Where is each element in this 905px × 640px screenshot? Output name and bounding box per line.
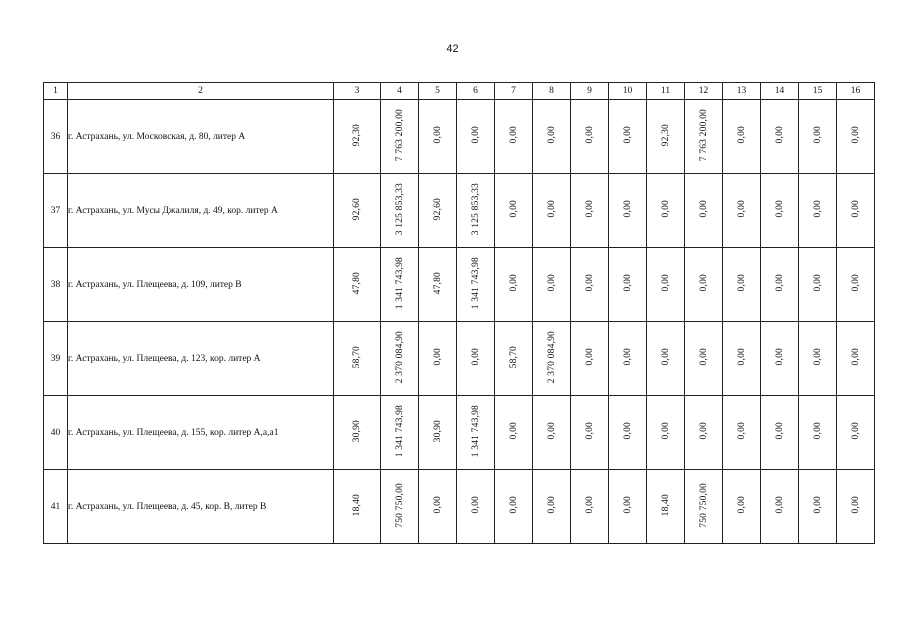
value-text: 1 341 743,98 (394, 404, 405, 458)
value-text: 0,00 (774, 274, 785, 292)
value-text: 0,00 (432, 126, 443, 144)
value-text: 30,90 (432, 419, 443, 443)
value-text: 0,00 (774, 422, 785, 440)
value-text: 2 370 084,90 (546, 330, 557, 384)
value-cell (609, 174, 647, 248)
address-cell: г. Астрахань, ул. Московская, д. 80, литер А (68, 100, 334, 174)
value-cell (685, 174, 723, 248)
value-text: 0,00 (546, 126, 557, 144)
value-text: 0,00 (812, 274, 823, 292)
value-text: 18,40 (660, 493, 671, 517)
row-number: 41 (44, 470, 68, 544)
value-cell (761, 322, 799, 396)
value-cell (837, 470, 875, 544)
value-text: 0,00 (736, 200, 747, 218)
value-text: 0,00 (812, 422, 823, 440)
value-cell (571, 174, 609, 248)
value-text: 3 125 853,33 (470, 182, 481, 236)
value-text: 2 370 084,90 (394, 330, 405, 384)
value-cell (334, 322, 381, 396)
value-text: 0,00 (584, 348, 595, 366)
table-row (44, 100, 875, 174)
value-text: 0,00 (850, 274, 861, 292)
value-cell (571, 470, 609, 544)
value-text: 1 341 743,98 (470, 404, 481, 458)
table-row (44, 322, 875, 396)
value-text: 7 763 200,00 (394, 108, 405, 162)
column-header-13: 13 (723, 83, 761, 100)
table-row (44, 174, 875, 248)
value-text: 0,00 (698, 422, 709, 440)
value-text: 92,30 (352, 123, 362, 147)
value-text: 0,00 (508, 274, 519, 292)
value-cell (723, 248, 761, 322)
value-text: 92,30 (660, 123, 671, 147)
value-cell (419, 396, 457, 470)
value-text: 0,00 (812, 348, 823, 366)
table-row (44, 470, 875, 544)
value-text: 18,40 (352, 493, 362, 517)
value-cell (685, 396, 723, 470)
value-text: 58,70 (352, 345, 362, 369)
value-cell (609, 396, 647, 470)
value-text: 0,00 (622, 200, 633, 218)
value-text: 0,00 (850, 422, 861, 440)
value-cell (723, 174, 761, 248)
row-number: 38 (44, 248, 68, 322)
value-text: 0,00 (774, 496, 785, 514)
value-text: 0,00 (508, 496, 519, 514)
value-cell (334, 396, 381, 470)
value-cell (837, 322, 875, 396)
page-number: 42 (446, 43, 459, 55)
column-header-4: 4 (381, 83, 419, 100)
value-text: 0,00 (584, 422, 595, 440)
value-cell (334, 248, 381, 322)
value-cell (533, 322, 571, 396)
table-row (44, 248, 875, 322)
value-cell (571, 248, 609, 322)
value-text: 0,00 (850, 348, 861, 366)
value-cell (495, 396, 533, 470)
value-cell (761, 248, 799, 322)
value-text: 47,80 (352, 271, 362, 295)
column-header-6: 6 (457, 83, 495, 100)
address-cell: г. Астрахань, ул. Плещеева, д. 123, кор. литер А (68, 322, 334, 396)
value-cell (533, 100, 571, 174)
value-text: 0,00 (736, 274, 747, 292)
value-text: 0,00 (470, 126, 481, 144)
value-text: 0,00 (584, 496, 595, 514)
column-header-16: 16 (837, 83, 875, 100)
value-text: 0,00 (736, 422, 747, 440)
value-text: 0,00 (470, 496, 481, 514)
value-cell (495, 322, 533, 396)
value-cell (381, 470, 419, 544)
value-cell (799, 322, 837, 396)
value-cell (647, 470, 685, 544)
value-cell (334, 470, 381, 544)
value-text: 0,00 (660, 200, 671, 218)
column-header-1: 1 (44, 83, 68, 100)
row-number: 40 (44, 396, 68, 470)
value-cell (571, 322, 609, 396)
value-cell (381, 100, 419, 174)
address-cell: г. Астрахань, ул. Плещеева, д. 109, литер В (68, 248, 334, 322)
value-text: 0,00 (850, 126, 861, 144)
value-cell (495, 100, 533, 174)
value-text: 0,00 (660, 348, 671, 366)
value-cell (419, 174, 457, 248)
value-cell (609, 470, 647, 544)
value-text: 0,00 (736, 126, 747, 144)
value-cell (334, 100, 381, 174)
value-text: 0,00 (774, 126, 785, 144)
value-cell (419, 100, 457, 174)
value-cell (761, 396, 799, 470)
value-cell (723, 100, 761, 174)
value-cell (799, 100, 837, 174)
column-header-3: 3 (334, 83, 381, 100)
data-table (43, 82, 875, 544)
value-cell (457, 174, 495, 248)
value-cell (647, 322, 685, 396)
value-text: 0,00 (736, 496, 747, 514)
address-cell: г. Астрахань, ул. Плещеева, д. 155, кор. литер А,а,а1 (68, 396, 334, 470)
value-text: 0,00 (812, 496, 823, 514)
column-header-14: 14 (761, 83, 799, 100)
value-cell (381, 396, 419, 470)
value-text: 7 763 200,00 (698, 108, 709, 162)
value-cell (837, 396, 875, 470)
value-cell (647, 174, 685, 248)
table-body (44, 100, 875, 544)
value-cell (334, 174, 381, 248)
value-cell (381, 322, 419, 396)
value-cell (685, 100, 723, 174)
value-cell (609, 100, 647, 174)
value-text: 0,00 (508, 200, 519, 218)
value-cell (533, 174, 571, 248)
value-text: 3 125 853,33 (394, 182, 405, 236)
value-cell (685, 322, 723, 396)
value-text: 0,00 (774, 200, 785, 218)
row-number: 36 (44, 100, 68, 174)
value-text: 0,00 (546, 496, 557, 514)
value-cell (381, 248, 419, 322)
value-text: 0,00 (812, 200, 823, 218)
value-cell (837, 174, 875, 248)
value-cell (837, 248, 875, 322)
value-cell (457, 248, 495, 322)
value-text: 0,00 (622, 496, 633, 514)
value-text: 750 750,00 (698, 482, 709, 528)
value-text: 0,00 (508, 126, 519, 144)
value-cell (761, 470, 799, 544)
value-text: 0,00 (546, 422, 557, 440)
value-cell (647, 248, 685, 322)
value-cell (647, 396, 685, 470)
value-cell (761, 100, 799, 174)
value-text: 1 341 743,98 (394, 256, 405, 310)
column-header-9: 9 (571, 83, 609, 100)
column-header-11: 11 (647, 83, 685, 100)
value-text: 0,00 (812, 126, 823, 144)
column-header-12: 12 (685, 83, 723, 100)
value-cell (799, 174, 837, 248)
value-cell (609, 248, 647, 322)
value-text: 0,00 (546, 200, 557, 218)
value-text: 0,00 (584, 274, 595, 292)
value-cell (685, 248, 723, 322)
value-text: 0,00 (698, 348, 709, 366)
column-header-8: 8 (533, 83, 571, 100)
value-text: 0,00 (584, 200, 595, 218)
column-header-15: 15 (799, 83, 837, 100)
value-text: 30,90 (352, 419, 362, 443)
row-number: 37 (44, 174, 68, 248)
column-header-7: 7 (495, 83, 533, 100)
value-text: 0,00 (698, 274, 709, 292)
value-cell (381, 174, 419, 248)
column-header-5: 5 (419, 83, 457, 100)
value-cell (495, 470, 533, 544)
value-text: 92,60 (432, 197, 443, 221)
value-text: 0,00 (470, 348, 481, 366)
value-cell (571, 100, 609, 174)
value-text: 0,00 (660, 274, 671, 292)
value-cell (685, 470, 723, 544)
value-text: 58,70 (508, 345, 519, 369)
value-text: 0,00 (698, 200, 709, 218)
value-cell (837, 100, 875, 174)
value-text: 0,00 (622, 348, 633, 366)
value-text: 0,00 (508, 422, 519, 440)
value-text: 0,00 (432, 348, 443, 366)
value-cell (799, 470, 837, 544)
value-cell (533, 396, 571, 470)
value-cell (495, 248, 533, 322)
value-text: 47,80 (432, 271, 443, 295)
value-cell (723, 322, 761, 396)
value-text: 0,00 (850, 200, 861, 218)
value-cell (457, 322, 495, 396)
value-text: 0,00 (774, 348, 785, 366)
value-cell (419, 322, 457, 396)
value-text: 92,60 (352, 197, 362, 221)
column-header-2: 2 (68, 83, 334, 100)
value-text: 0,00 (584, 126, 595, 144)
header-row (44, 83, 875, 100)
value-text: 0,00 (432, 496, 443, 514)
value-text: 0,00 (622, 126, 633, 144)
table-row (44, 396, 875, 470)
value-cell (723, 470, 761, 544)
value-cell (609, 322, 647, 396)
value-cell (495, 174, 533, 248)
value-cell (419, 248, 457, 322)
value-text: 0,00 (622, 422, 633, 440)
value-cell (457, 100, 495, 174)
address-cell: г. Астрахань, ул. Плещеева, д. 45, кор. В, литер В (68, 470, 334, 544)
address-cell: г. Астрахань, ул. Мусы Джалиля, д. 49, кор. литер А (68, 174, 334, 248)
row-number: 39 (44, 322, 68, 396)
value-text: 0,00 (736, 348, 747, 366)
value-cell (419, 470, 457, 544)
value-text: 0,00 (850, 496, 861, 514)
value-cell (457, 396, 495, 470)
value-cell (533, 470, 571, 544)
value-cell (647, 100, 685, 174)
value-text: 750 750,00 (394, 482, 405, 528)
value-cell (799, 248, 837, 322)
value-text: 0,00 (660, 422, 671, 440)
value-text: 0,00 (622, 274, 633, 292)
value-cell (723, 396, 761, 470)
value-cell (761, 174, 799, 248)
value-cell (571, 396, 609, 470)
value-cell (799, 396, 837, 470)
value-cell (533, 248, 571, 322)
column-header-10: 10 (609, 83, 647, 100)
value-cell (457, 470, 495, 544)
value-text: 1 341 743,98 (470, 256, 481, 310)
value-text: 0,00 (546, 274, 557, 292)
